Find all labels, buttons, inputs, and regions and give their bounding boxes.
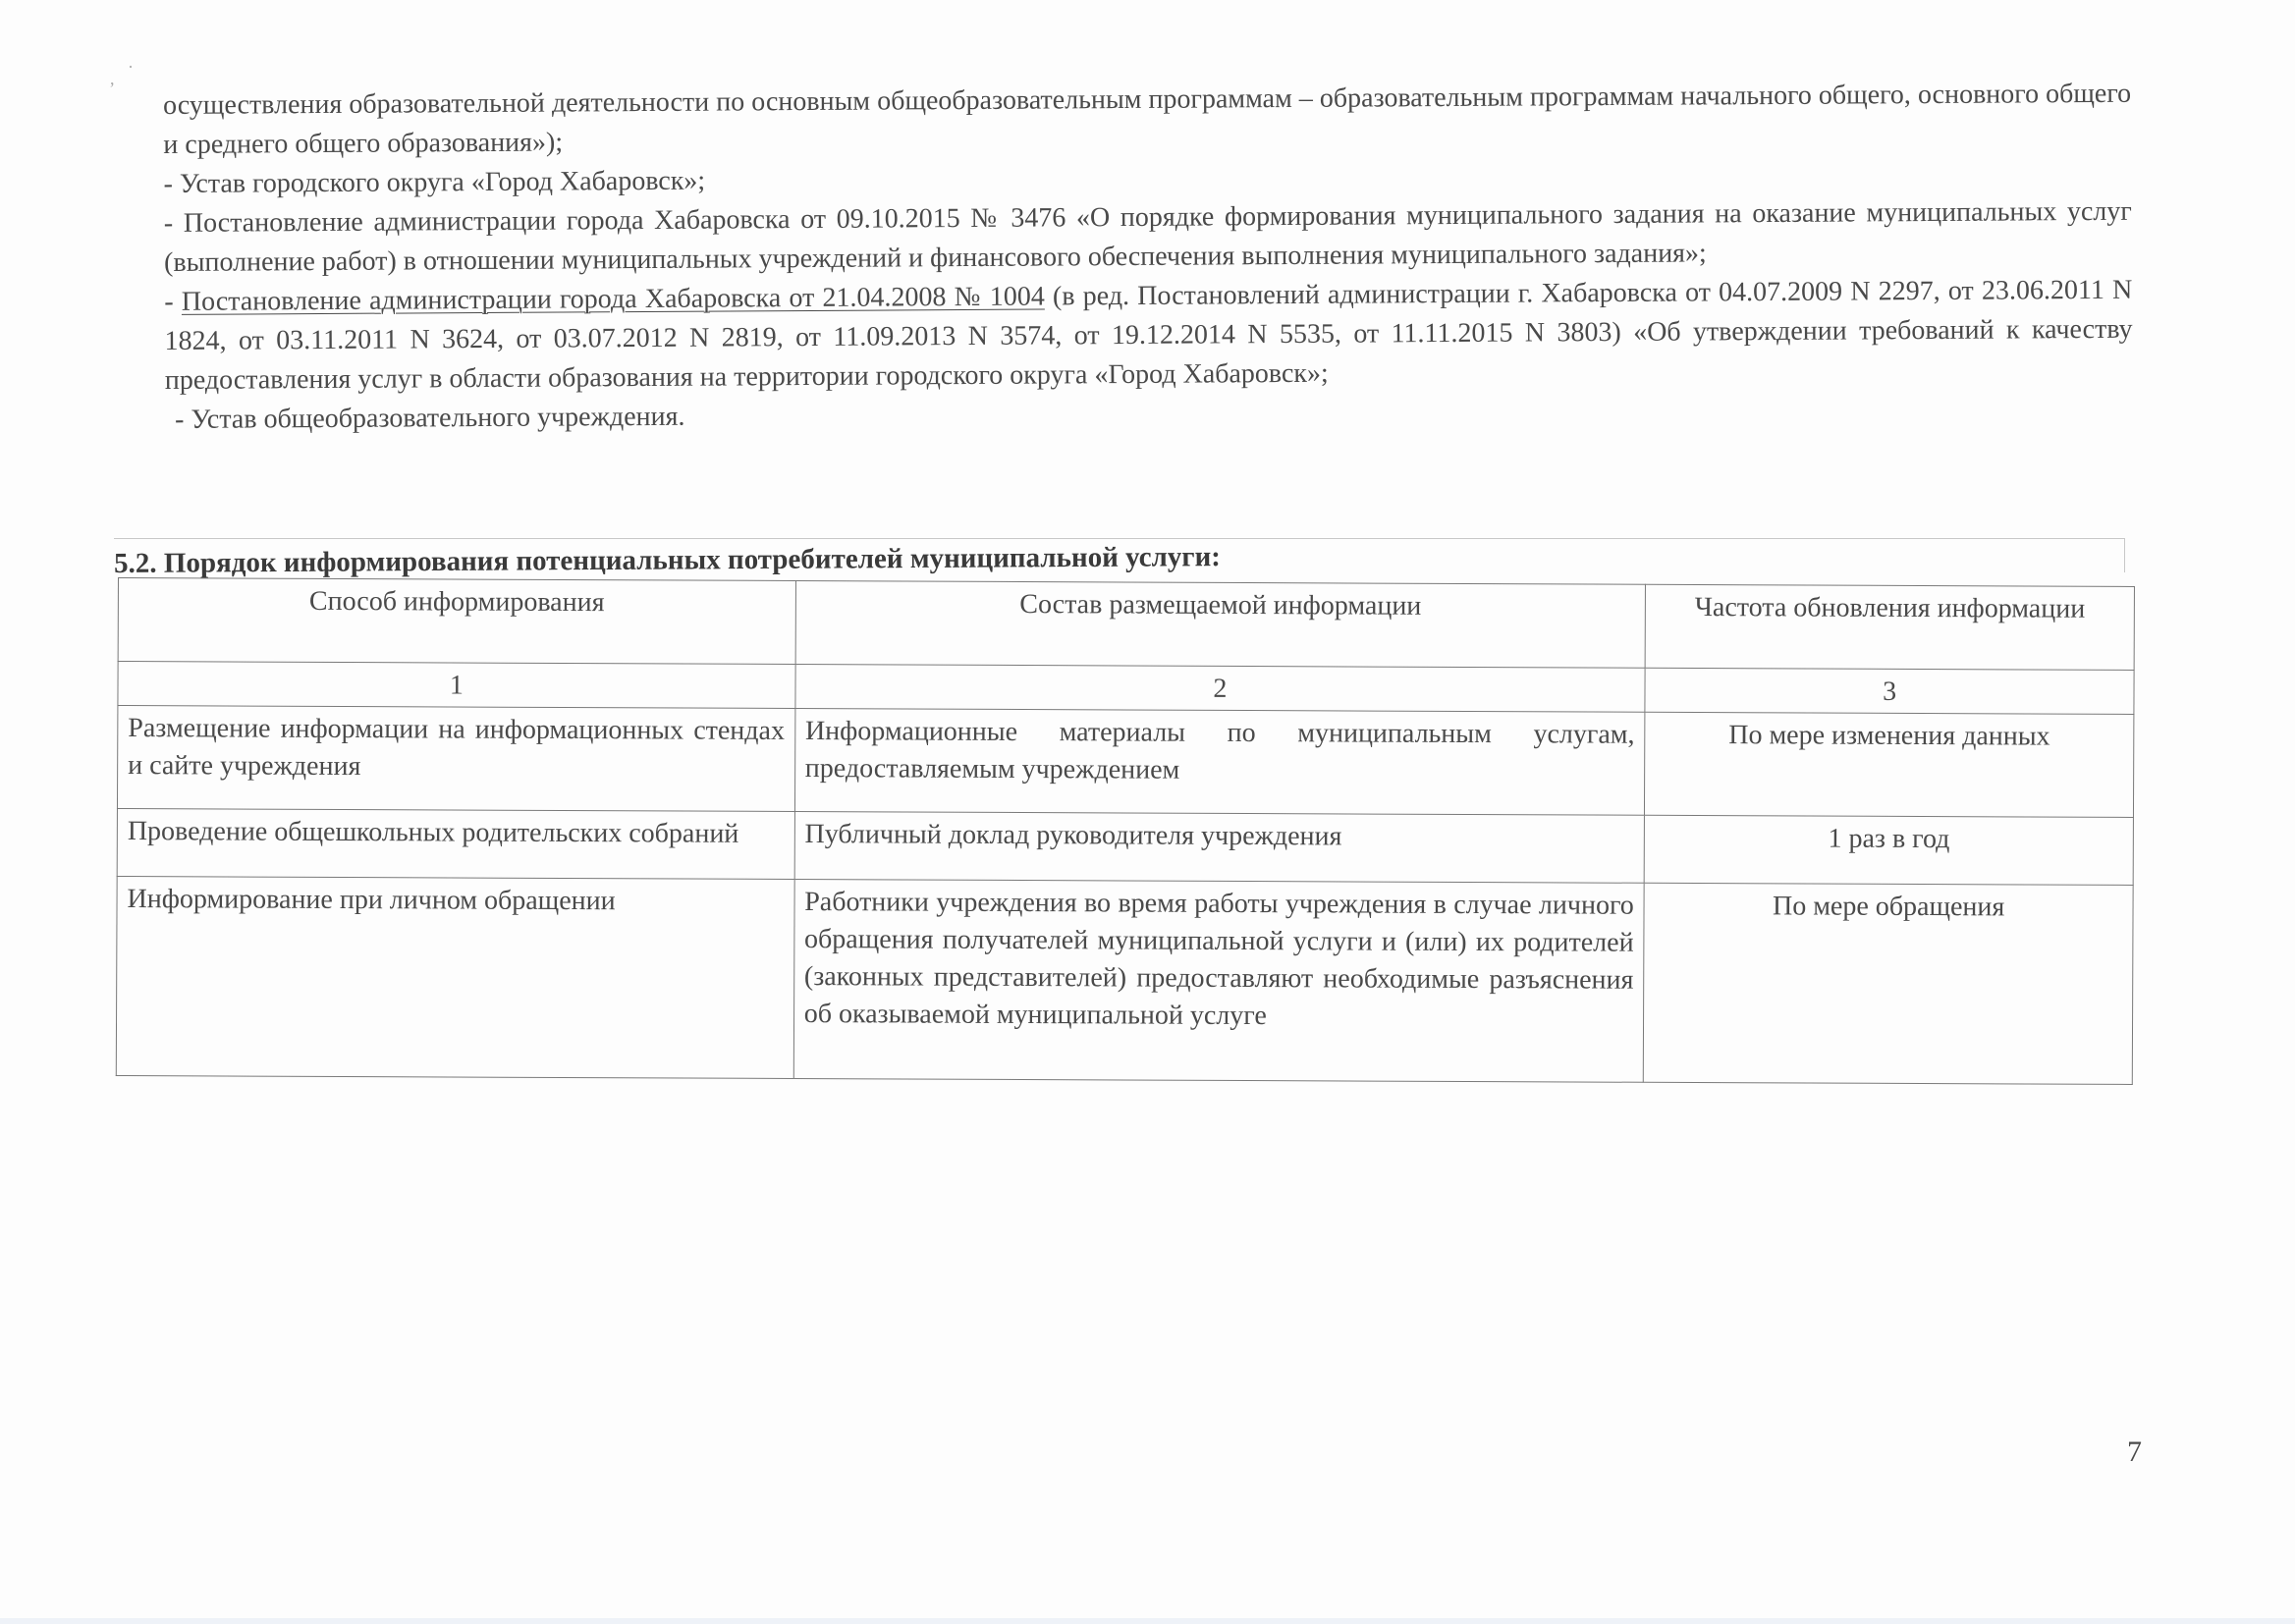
table-header-row — [118, 578, 2134, 671]
information-table — [116, 577, 2135, 1085]
paragraph-continuation: осуществления образовательной деятельности по основным общеобразовательным программам – образовательным программам начального общего, основного общего и среднего общего образования»); — [163, 78, 2132, 160]
resolution-1004-details: (в ред. Постановлений администрации г. Хабаровска от 04.07.2009 N 2297, от 23.06.2011 N 1824, от 03.11.2011 N 3624, от 03.07.2012 N 2819, от 11.09.2013 N 3574, от 19.12.2014 N 5535, от 11.11.2015 N 3803) «Об утверждении требований к качеству предоставления услуг в области образования на территории городского округа «Город Хабаровск»; — [164, 274, 2133, 396]
column-number: 1 — [118, 662, 795, 709]
cell-frequency: По мере изменения данных — [1645, 712, 2134, 817]
table-row — [117, 706, 2133, 818]
list-dash: - — [164, 286, 182, 317]
scan-artifact: · — [128, 57, 134, 77]
column-number: 2 — [795, 665, 1646, 713]
scan-bottom-edge — [0, 1618, 2295, 1624]
scan-artifact: , — [110, 69, 115, 88]
cell-method: Проведение общешкольных родительских собраний — [117, 808, 794, 879]
page-number: 7 — [2127, 1435, 2142, 1468]
cell-frequency: По мере обращения — [1643, 883, 2133, 1084]
paragraph-resolution-1004 — [164, 271, 2133, 401]
column-number: 3 — [1645, 668, 2134, 714]
paragraph-school-charter: - Устав общеобразовательного учреждения. — [174, 401, 685, 435]
legal-basis-text — [163, 75, 2133, 440]
table-row — [117, 808, 2133, 885]
cell-method: Размещение информации на информационных стендах и сайте учреждения — [117, 706, 794, 812]
header-content: Состав размещаемой информации — [795, 581, 1646, 669]
resolution-1004-link[interactable]: Постановление администрации города Хабаровска от 21.04.2008 № 1004 — [181, 281, 1045, 317]
cell-frequency: 1 раз в год — [1644, 815, 2133, 885]
paragraph-city-charter: - Устав городского округа «Город Хабаровск»; — [163, 165, 706, 199]
cell-method: Информирование при личном обращении — [116, 876, 794, 1078]
cell-content: Работники учреждения во время работы учреждения в случае личного обращения получателей муниципальной услуги и (или) их родителей (законных представителей) предоставляют необходимые разъяснения об оказываемой муниципальной услуге — [793, 880, 1644, 1083]
paragraph-resolution-3476: - Постановление администрации города Хабаровска от 09.10.2015 № 3476 «О порядке формирования муниципального задания на оказание муниципальных услуг (выполнение работ) в отношении муниципальных учреждений и финансового обеспечения выполнения муниципального задания»; — [163, 195, 2132, 278]
cell-content: Информационные материалы по муниципальным услугам, предоставляемым учреждением — [794, 709, 1645, 816]
cell-content: Публичный доклад руководителя учреждения — [794, 812, 1645, 884]
header-frequency: Частота обновления информации — [1645, 584, 2134, 670]
table-row — [116, 876, 2133, 1084]
header-method: Способ информирования — [118, 578, 795, 665]
section-title: 5.2. Порядок информирования потенциальных потребителей муниципальной услуги: — [114, 541, 1221, 579]
